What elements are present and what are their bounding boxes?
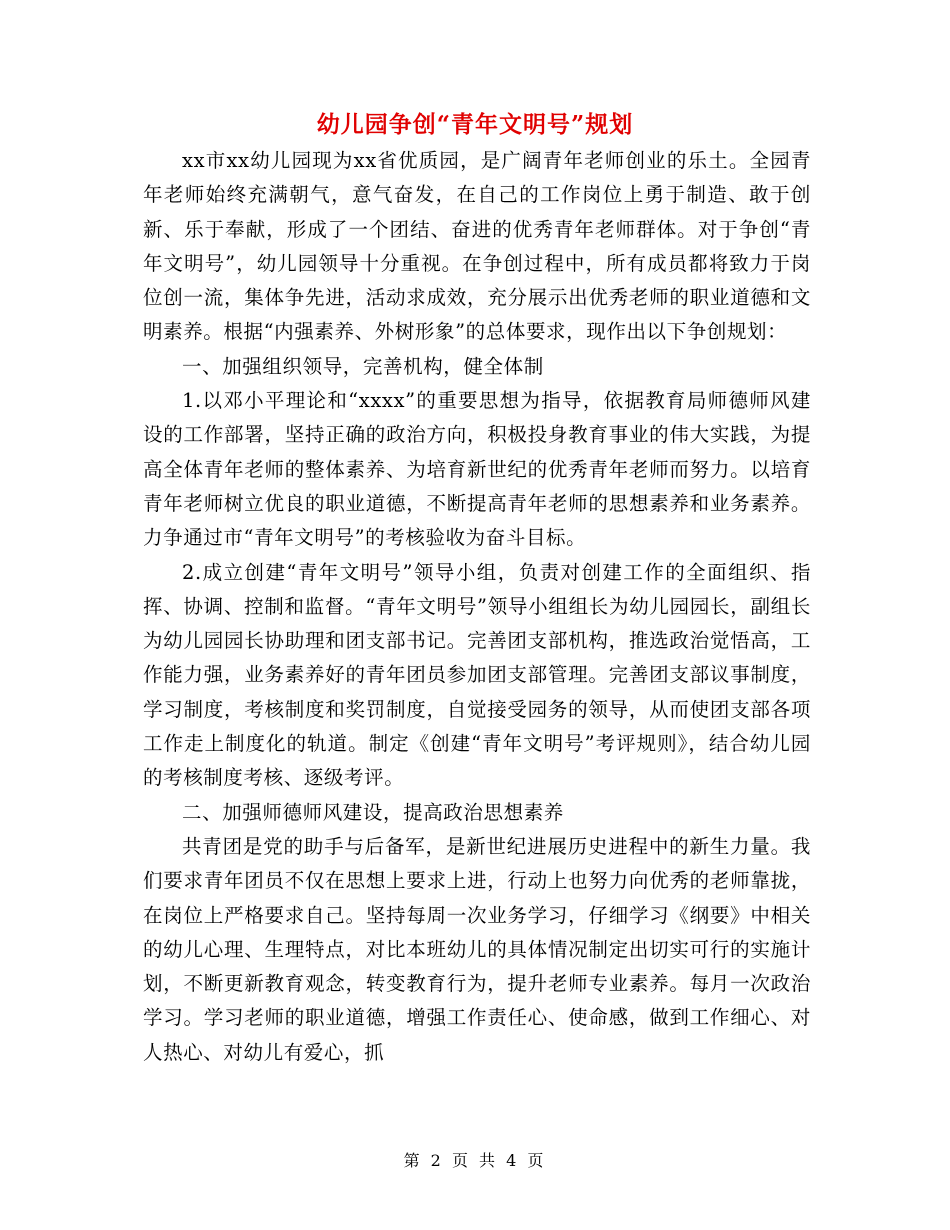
document-body (143, 144, 811, 1070)
paragraph-intro: xx市xx幼儿园现为xx省优质园，是广阔青年老师创业的乐土。全园青年老师始终充满朝气，意气奋发，在自己的工作岗位上勇于制造、敢于创新、乐于奉献，形成了一个团结、奋进的优秀青年老师群体。对于争创“青年文明号”，幼儿园领导十分重视。在争创过程中，所有成员都将致力于岗位创一流，集体争先进，活动求成效，充分展示出优秀老师的职业道德和文明素养。根据“内强素养、外树形象”的总体要求，现作出以下争创规划： (143, 149, 811, 344)
paragraph-item-1: 1.以邓小平理论和“xxxx”的重要思想为指导，依据教育局师德师风建设的工作部署，坚持正确的政治方向，积极投身教育事业的伟大实践，为提高全体青年老师的整体素养、为培育新世纪的优秀青年老师而努力。以培育青年老师树立优良的职业道德，不断提高青年老师的思想素养和业务素养。力争通过市“青年文明号”的考核验收为奋斗目标。 (143, 389, 811, 550)
section-heading-2: 二、加强师德师风建设，提高政治思想素养 (182, 800, 564, 824)
paragraph-section-2: 共青团是党的助手与后备军，是新世纪进展历史进程中的新生力量。我们要求青年团员不仅在思想上要求上进，行动上也努力向优秀的老师靠拢，在岗位上严格要求自己。坚持每周一次业务学习，仔细学习《纲要》中相关的幼儿心理、生理特点，对比本班幼儿的具体情况制定出切实可行的实施计划，不断更新教育观念，转变教育行为，提升老师专业素养。每月一次政治学习。学习老师的职业道德，增强工作责任心、使命感，做到工作细心、对人热心、对幼儿有爱心，抓 (143, 834, 811, 1064)
document-title: 幼儿园争创“青年文明号”规划 (316, 111, 634, 138)
page-indicator: 第 2 页 共 4 页 (403, 1151, 547, 1170)
section-heading-1: 一、加强组织领导，完善机构，健全体制 (182, 354, 544, 378)
paragraph-item-2: 2.成立创建“青年文明号”领导小组，负责对创建工作的全面组织、指挥、协调、控制和监督。“青年文明号”领导小组组长为幼儿园园长，副组长为幼儿园园长协助理和团支部书记。完善团支部机构，推选政治觉悟高，工作能力强，业务素养好的青年团员参加团支部管理。完善团支部议事制度，学习制度，考核制度和奖罚制度，自觉接受园务的领导，从而使团支部各项工作走上制度化的轨道。制定《创建“青年文明号”考评规则》，结合幼儿园的考核制度考核、逐级考评。 (143, 560, 811, 790)
